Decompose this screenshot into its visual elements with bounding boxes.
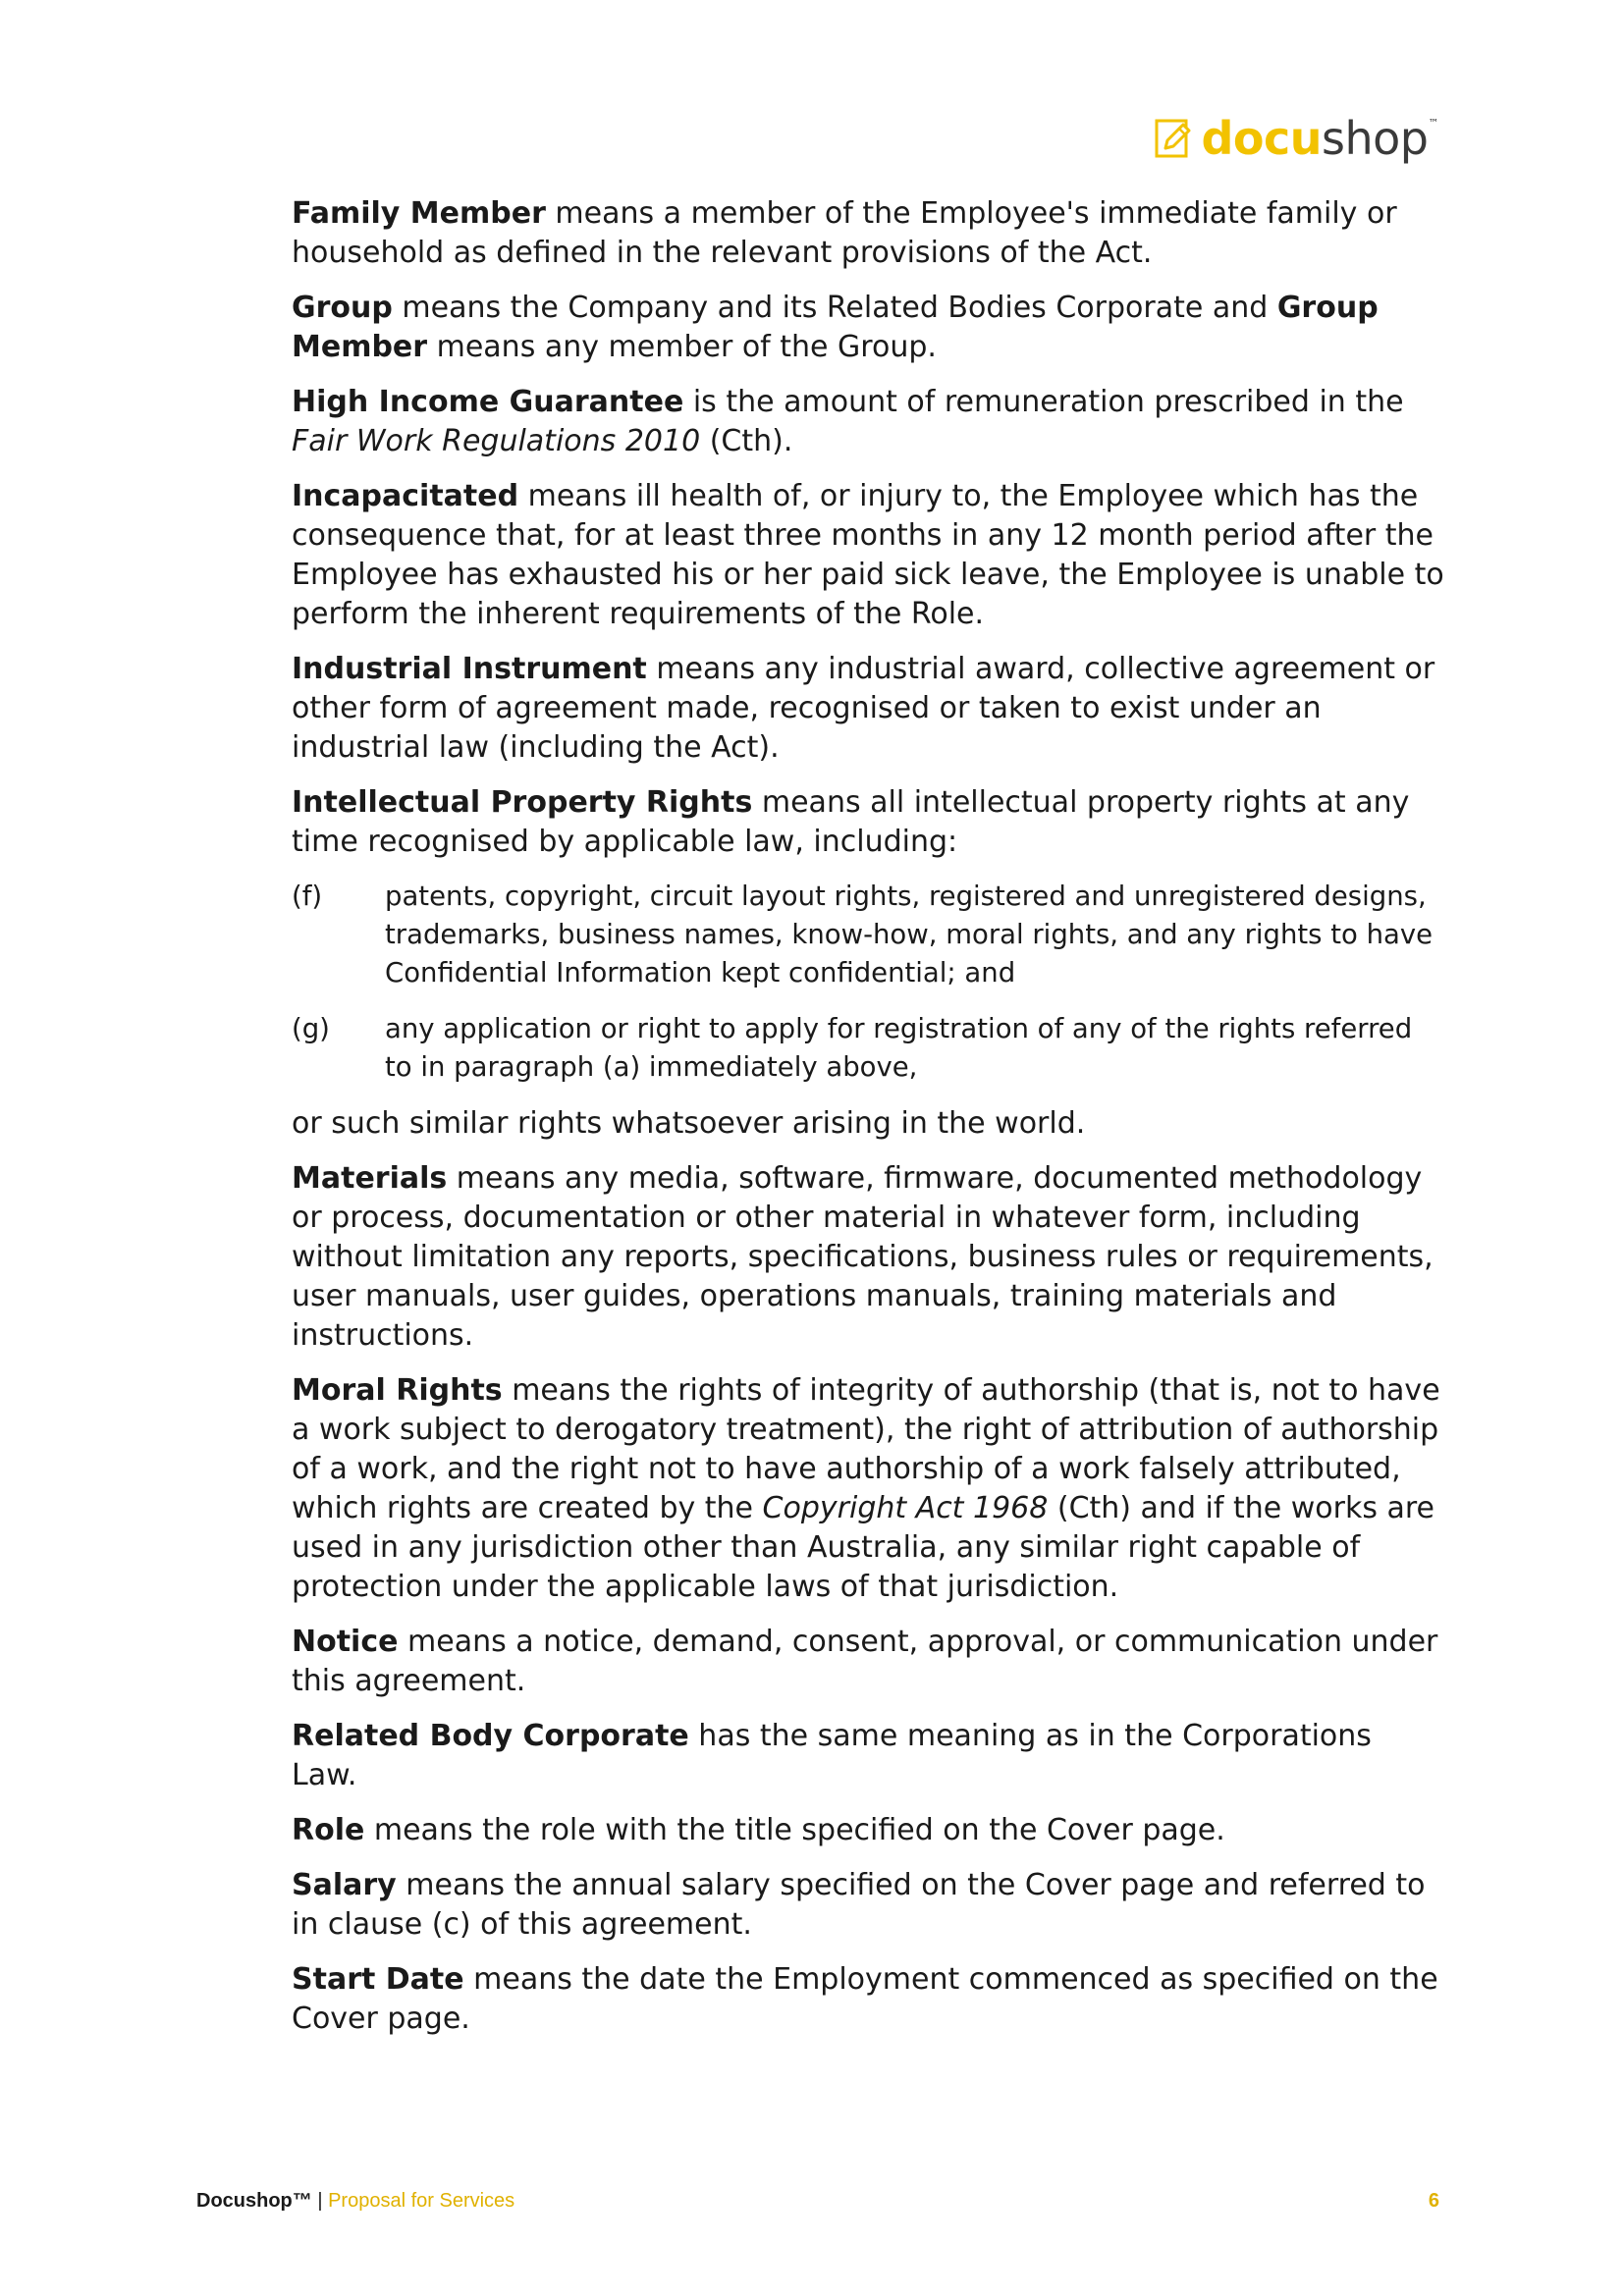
- page-footer: [196, 2190, 1439, 2214]
- definition-start-date: Start Date means the date the Employment commenced as specified on the Cover page.: [292, 1962, 1438, 2036]
- ip-item-g: [292, 1010, 1445, 1087]
- definitions-body: [292, 194, 1445, 2055]
- docushop-logo: [1154, 112, 1438, 165]
- ip-item-f: [292, 878, 1445, 992]
- definition-notice: Notice means a notice, demand, consent, approval, or communication under this agreement.: [292, 1625, 1438, 1698]
- footer-separator: |: [311, 2190, 329, 2212]
- ip-tail: or such similar rights whatsoever arising in the world.: [292, 1106, 1086, 1141]
- definition-family-member: Family Member means a member of the Employee's immediate family or household as defined in the relevant provisions of the Act.: [292, 196, 1397, 270]
- pencil-document-icon: [1154, 117, 1195, 160]
- definition-high-income-guarantee: High Income Guarantee is the amount of remuneration prescribed in the Fair Work Regulations 2010 (Cth).: [292, 385, 1404, 458]
- definition-intellectual-property-rights: Intellectual Property Rights means all intellectual property rights at any time recognised by applicable law, including:: [292, 785, 1410, 859]
- definition-role: Role means the role with the title specified on the Cover page.: [292, 1813, 1225, 1847]
- definition-incapacitated: Incapacitated means ill health of, or injury to, the Employee which has the consequence that, for at least three months in any 12 month period after the Employee has exhausted his or her paid sick leave, the Employee is unable to perform the inherent requirements of the Role.: [292, 479, 1444, 631]
- definition-salary: Salary means the annual salary specified on the Cover page and referred to in clause (c) of this agreement.: [292, 1868, 1426, 1942]
- definition-related-body-corporate: Related Body Corporate has the same meaning as in the Corporations Law.: [292, 1719, 1372, 1792]
- ip-item-text: any application or right to apply for registration of any of the rights referred to in paragraph (a) immediately above,: [385, 1013, 1413, 1083]
- footer-title: Proposal for Services: [328, 2190, 515, 2212]
- definition-moral-rights: Moral Rights means the rights of integrity of authorship (that is, not to have a work subject to derogatory treatment), the right of attribution of authorship of a work, and the right not to have authorship of a work falsely attributed, which rights are created by the Copyright Act 1968 (Cth) and if the works are used in any jurisdiction other than Australia, any similar right capable of protection under the applicable laws of that jurisdiction.: [292, 1373, 1440, 1604]
- definition-industrial-instrument: Industrial Instrument means any industrial award, collective agreement or other form of agreement made, recognised or taken to exist under an industrial law (including the Act).: [292, 652, 1435, 765]
- definition-materials: Materials means any media, software, firmware, documented methodology or process, documentation or other material in whatever form, including without limitation any reports, specifications, business rules or requirements, user manuals, user guides, operations manuals, training materials and instructions.: [292, 1161, 1434, 1353]
- ip-item-text: patents, copyright, circuit layout rights, registered and unregistered designs, trademarks, business names, know-how, moral rights, and any rights to have Confidential Information kept confidential; and: [385, 881, 1434, 988]
- footer-brand: Docushop™: [196, 2190, 312, 2212]
- page-number: 6: [1428, 2190, 1439, 2212]
- logo-wordmark: docushop™: [1201, 112, 1438, 165]
- definition-group: Group means the Company and its Related Bodies Corporate and Group Member means any member of the Group.: [292, 291, 1379, 364]
- ip-item-label: (f): [292, 881, 323, 912]
- ip-item-label: (g): [292, 1013, 330, 1044]
